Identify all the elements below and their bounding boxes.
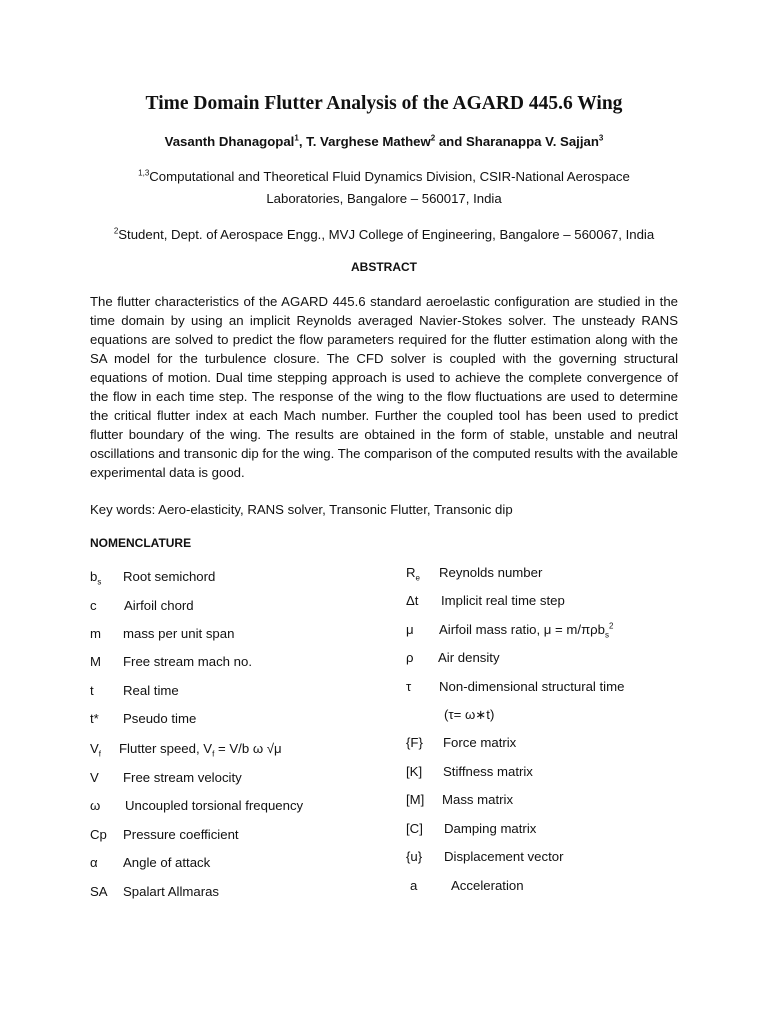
author-affiliation-mark: 1 — [294, 133, 299, 143]
nomenclature-symbol: τ — [406, 679, 412, 694]
nomenclature-symbol: {F} — [406, 735, 423, 750]
author-name: T. Varghese Mathew — [306, 134, 431, 149]
author-separator: and — [435, 134, 466, 149]
nomenclature-symbol: ω — [90, 798, 101, 813]
nomenclature-definition: Free stream velocity — [123, 770, 242, 785]
affiliation-2 — [0, 224, 768, 246]
nomenclature-definition: Pseudo time — [123, 711, 197, 726]
nomenclature-definition: (τ= ω∗t) — [444, 707, 495, 722]
affiliation-mark: 2 — [113, 226, 119, 236]
nomenclature-symbol: V — [90, 770, 99, 785]
author-list — [0, 134, 768, 149]
nomenclature-definition: Flutter speed, $V_f = V/b$ ω √μ — [119, 741, 282, 759]
nomenclature-symbol: [M] — [406, 792, 425, 807]
nomenclature-symbol: t — [90, 683, 94, 698]
nomenclature-symbol: c — [90, 598, 97, 613]
nomenclature-definition: Angle of attack — [123, 855, 211, 870]
nomenclature-symbol: $R_e$ — [406, 565, 420, 583]
nomenclature-symbol: t* — [90, 711, 99, 726]
nomenclature-definition: Free stream mach no. — [123, 654, 252, 669]
nomenclature-symbol: {u} — [406, 849, 423, 864]
abstract-heading: ABSTRACT — [351, 260, 417, 274]
author-affiliation-mark: 2 — [430, 133, 436, 143]
nomenclature-symbol: Cp — [90, 827, 107, 842]
nomenclature-definition: Spalart Allmaras — [123, 884, 220, 899]
nomenclature-definition: Mass matrix — [442, 792, 514, 807]
nomenclature-definition: Damping matrix — [444, 821, 537, 836]
nomenclature-definition: Airfoil mass ratio, μ = m/πρb$_s^2$ — [439, 621, 614, 640]
nomenclature-symbol: μ — [406, 622, 414, 637]
affiliation-line-1: Computational and Theoretical Fluid Dynamics Division, CSIR-National Aerospace — [149, 169, 630, 184]
nomenclature-symbol: $V_f$ — [90, 741, 102, 759]
affiliation-line-2: Laboratories, Bangalore – 560017, India — [266, 191, 502, 206]
nomenclature-definition: Displacement vector — [444, 849, 564, 864]
nomenclature-definition: Air density — [438, 650, 500, 665]
nomenclature-definition: Acceleration — [451, 878, 524, 893]
affiliation-text: Student, Dept. of Aerospace Engg., MVJ College of Engineering, Bangalore – 560067, India — [118, 227, 655, 242]
paper-title: Time Domain Flutter Analysis of the AGARD 445.6 Wing — [145, 93, 623, 114]
nomenclature-symbol: SA — [90, 884, 108, 899]
nomenclature-definition: Reynolds number — [439, 565, 543, 580]
nomenclature-definition: Real time — [123, 683, 179, 698]
nomenclature-definition: Uncoupled torsional frequency — [125, 798, 304, 813]
nomenclature-heading: NOMENCLATURE — [90, 536, 192, 550]
nomenclature-symbol: a — [410, 878, 418, 893]
nomenclature-definition: mass per unit span — [123, 626, 235, 641]
nomenclature-definition: Airfoil chord — [124, 598, 194, 613]
affiliation-mark: 1,3 — [138, 168, 150, 178]
nomenclature-definition: Implicit real time step — [441, 593, 565, 608]
affiliation-1 — [0, 166, 768, 210]
author-separator: , — [298, 134, 307, 149]
nomenclature-definition: Pressure coefficient — [123, 827, 239, 842]
nomenclature-symbol: Δt — [406, 593, 419, 608]
author-name: Vasanth Dhanagopal — [164, 134, 295, 149]
nomenclature-definition: Root semichord — [123, 569, 216, 584]
nomenclature-symbol: [K] — [406, 764, 423, 779]
keywords: Key words: Aero-elasticity, RANS solver, Transonic Flutter, Transonic dip — [90, 502, 513, 517]
nomenclature-definition: Force matrix — [443, 735, 517, 750]
author-name: Sharanappa V. Sajjan — [465, 134, 599, 149]
nomenclature-definition: Non-dimensional structural time — [439, 679, 625, 694]
nomenclature-definition: Stiffness matrix — [443, 764, 533, 779]
nomenclature-symbol: $b_s$ — [90, 569, 102, 587]
nomenclature-symbol: m — [90, 626, 101, 641]
nomenclature-symbol: α — [90, 855, 98, 870]
author-affiliation-mark: 3 — [598, 133, 604, 143]
abstract-text: The flutter characteristics of the AGARD 445.6 standard aeroelastic configuration are studied in the time domain by using an implicit Reynolds averaged Navier-Stokes solver. The unsteady RANS equations are solved to predict the flow parameters required for the flutter estimation along with the SA model for the turbulence closure. The CFD solver is coupled with the governing structural equations of motion. Dual time stepping approach is used to achieve the complete convergence of the flow in each time step. The response of the wing to the flow fluctuations are used to determine the critical flutter index at each Mach number. Further the coupled tool has been used to predict flutter boundary of the wing. The results are obtained in the form of stable, unstable and neutral oscillations and transonic dip for the wing. The comparison of the computed results with the available experimental data is good. — [90, 294, 678, 480]
nomenclature-symbol: ρ — [406, 650, 414, 665]
nomenclature-symbol: M — [90, 654, 101, 669]
nomenclature-symbol: [C] — [406, 821, 423, 836]
